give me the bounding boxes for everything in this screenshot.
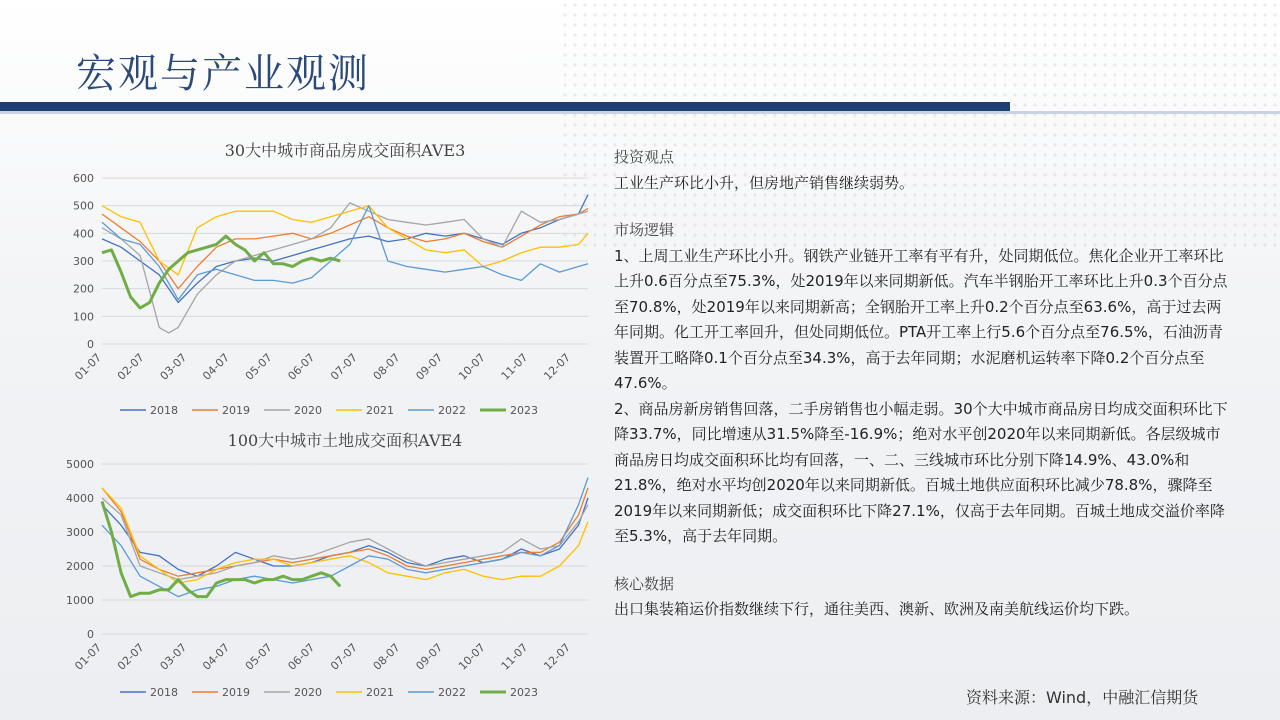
legend-label-2020: 2020 <box>294 686 322 699</box>
logic-heading: 市场逻辑 <box>614 221 675 239</box>
y-tick-label: 600 <box>73 172 94 185</box>
x-tick-label: 12-07 <box>541 350 574 383</box>
y-tick-label: 1000 <box>66 594 94 607</box>
legend-label-2020: 2020 <box>294 404 322 417</box>
x-tick-label: 08-07 <box>370 640 403 673</box>
chart-title: 30大中城市商品房成交面积AVE3 <box>224 141 466 160</box>
y-tick-label: 5000 <box>66 458 94 471</box>
y-tick-label: 400 <box>73 227 94 241</box>
title-underline-thin <box>0 111 1280 114</box>
y-tick-label: 4000 <box>66 492 94 505</box>
x-tick-label: 11-07 <box>498 350 531 383</box>
legend-label-2018: 2018 <box>150 404 178 417</box>
legend-label-2019: 2019 <box>222 404 250 417</box>
y-tick-label: 3000 <box>66 526 94 539</box>
legend-label-2022: 2022 <box>438 686 466 699</box>
x-tick-label: 01-07 <box>72 350 105 383</box>
x-tick-label: 12-07 <box>541 640 574 673</box>
legend-label-2019: 2019 <box>222 686 250 699</box>
x-tick-label: 02-07 <box>114 350 147 383</box>
x-tick-label: 09-07 <box>413 350 446 383</box>
x-tick-label: 01-07 <box>72 640 105 673</box>
x-tick-label: 07-07 <box>328 640 360 673</box>
chart-title: 100大中城市土地成交面积AVE4 <box>227 431 463 450</box>
x-tick-label: 10-07 <box>456 350 488 383</box>
title-underline-bar <box>0 102 1010 111</box>
chart-housing-transactions <box>60 134 600 424</box>
chart-land-svg <box>60 428 600 704</box>
legend-label-2023: 2023 <box>510 404 538 417</box>
invest-heading: 投资观点 <box>614 148 675 166</box>
legend-label-2023: 2023 <box>510 686 538 699</box>
x-tick-label: 07-07 <box>328 350 360 383</box>
x-tick-label: 03-07 <box>157 350 190 383</box>
x-tick-label: 08-07 <box>370 350 403 383</box>
x-tick-label: 04-07 <box>200 640 233 673</box>
y-tick-label: 0 <box>87 338 94 351</box>
y-tick-label: 200 <box>73 282 94 296</box>
core-body: 出口集装箱运价指数继续下行，通往美西、澳新、欧洲及南美航线运价均下跌。 <box>614 600 1140 618</box>
x-tick-label: 05-07 <box>242 350 275 383</box>
x-tick-label: 10-07 <box>456 640 488 673</box>
y-tick-label: 300 <box>73 255 94 268</box>
x-tick-label: 05-07 <box>242 640 275 673</box>
x-tick-label: 06-07 <box>285 640 318 673</box>
commentary-panel <box>614 145 1234 623</box>
chart-housing-svg <box>60 134 600 424</box>
x-tick-label: 04-07 <box>200 350 233 383</box>
legend-label-2021: 2021 <box>366 404 394 417</box>
y-tick-label: 100 <box>73 310 94 324</box>
y-tick-label: 2000 <box>66 560 94 573</box>
series-line-2020 <box>102 203 588 333</box>
source-note: 资料来源：Wind，中融汇信期货 <box>966 688 1199 707</box>
x-tick-label: 11-07 <box>498 640 531 673</box>
x-tick-label: 06-07 <box>285 350 318 383</box>
series-line-2022 <box>102 206 588 300</box>
invest-body: 工业生产环比小升，但房地产销售继续弱势。 <box>614 173 915 192</box>
x-tick-label: 09-07 <box>413 640 446 673</box>
legend-label-2021: 2021 <box>366 686 394 699</box>
core-heading: 核心数据 <box>614 574 675 593</box>
y-tick-label: 500 <box>73 199 94 213</box>
logic-paragraph-1: 1、上周工业生产环比小升。钢铁产业链开工率有平有升，处同期低位。焦化企业开工率环比上升0.6百分点至75.3%，处2019年以来同期新低。汽车半钢胎开工率环比上升0.3个百分点至70.8%，处2019年以来同期新高；全钢胎开工率上升0.2个百分点至63.6%，高于过去两年同期。化工开工率回升，但处同期低位。PTA开工率上行5.6个百分点至76.5%，石油沥青装置开工略降0.1个百分点至34.3%，高于去年同期；水泥磨机运转率下降0.2个百分点至47.6%。 <box>614 246 1228 392</box>
series-line-2018 <box>102 498 588 576</box>
x-tick-label: 02-07 <box>114 640 147 673</box>
legend-label-2018: 2018 <box>150 686 178 699</box>
y-tick-label: 0 <box>87 628 94 641</box>
chart-land-transactions <box>60 428 600 704</box>
x-tick-label: 03-07 <box>157 640 190 673</box>
legend-label-2022: 2022 <box>438 404 466 417</box>
page-title: 宏观与产业观测 <box>76 51 370 97</box>
logic-paragraph-2: 2、商品房新房销售回落，二手房销售也小幅走弱。30个大中城市商品房日均成交面积环比下降33.7%，同比增速从31.5%降至-16.9%；绝对水平创2020年以来同期新低。各层级城市商品房日均成交面积环比均有回落，一、二、三线城市环比分别下降14.9%、43.0%和21.8%，绝对水平均创2020年以来同期新低。百城土地供应面积环比减少78.8%，骤降至2019年以来同期新低；成交面积环比下降27.1%，仅高于去年同期。百城土地成交溢价率降至5.3%，高于去年同期。 <box>614 399 1228 545</box>
